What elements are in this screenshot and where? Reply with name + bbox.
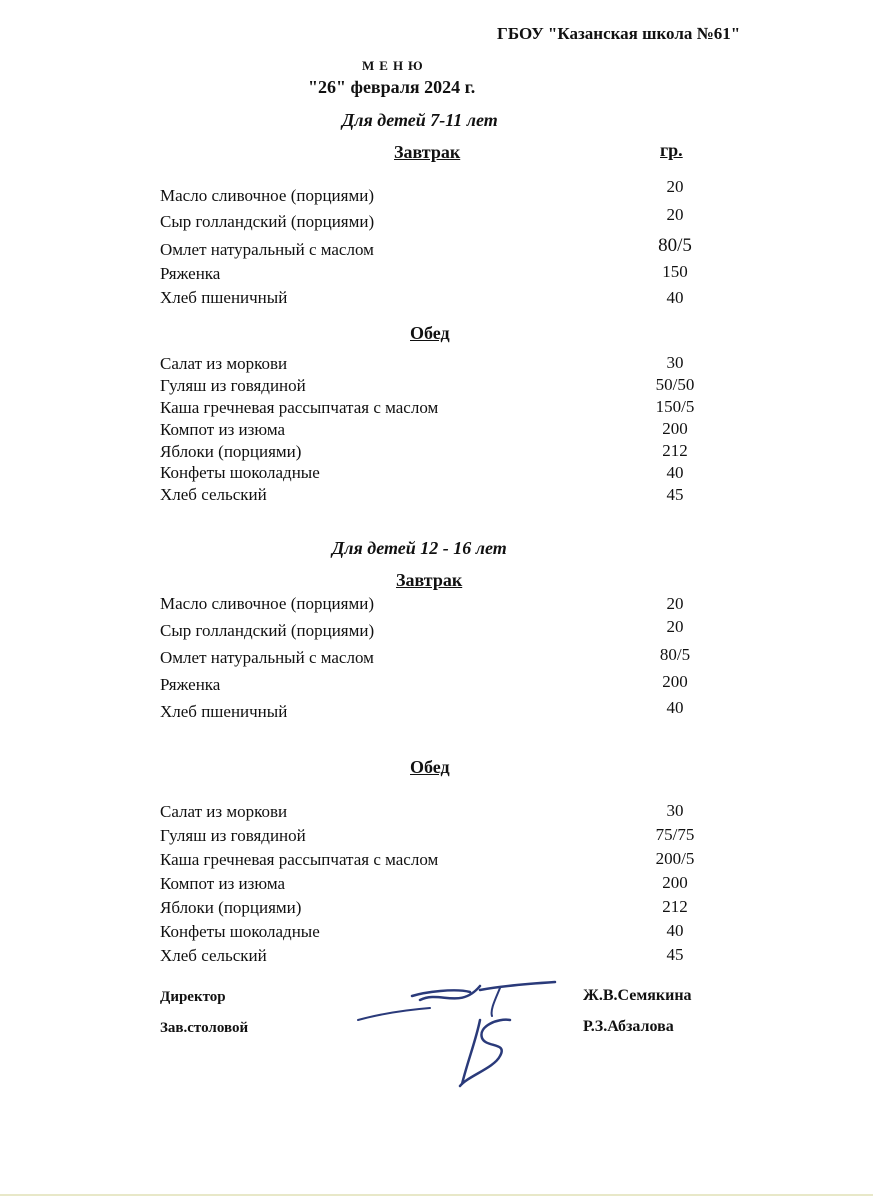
canteen-head-name: Р.З.Абзалова: [583, 1018, 674, 1035]
breakfast-1-grams-1: 20: [666, 177, 684, 196]
breakfast-2-item-4: Ряженка: [160, 675, 221, 694]
breakfast-1-grams-5: 40: [666, 288, 684, 307]
lunch-1-grams-6: 40: [666, 463, 684, 482]
director-role: Директор: [160, 989, 226, 1005]
lunch-2-grams-5: 212: [662, 897, 688, 916]
breakfast-title-2: Завтрак: [396, 570, 463, 590]
lunch-2-grams-2: 75/75: [655, 825, 695, 844]
lunch-2-grams-7: 45: [666, 945, 684, 964]
lunch-1-grams-1: 30: [666, 353, 684, 372]
menu-title: МЕНЮ: [362, 58, 428, 73]
breakfast-2-grams-3: 80/5: [659, 645, 691, 664]
lunch-2-grams-4: 200: [662, 873, 688, 892]
lunch-2-grams-1: 30: [666, 801, 684, 820]
lunch-2-grams-6: 40: [666, 921, 684, 940]
breakfast-1-item-2: Сыр голландский (порциями): [160, 212, 375, 231]
lunch-1-item-3: Каша гречневая рассыпчатая с маслом: [160, 398, 439, 417]
breakfast-1-item-4: Ряженка: [160, 264, 221, 283]
lunch-1-item-2: Гуляш из говядиной: [160, 376, 306, 395]
breakfast-1-grams-3: 80/5: [658, 235, 692, 256]
lunch-1-item-7: Хлеб сельский: [160, 485, 267, 504]
breakfast-1-item-5: Хлеб пшеничный: [160, 288, 288, 307]
lunch-2-item-7: Хлеб сельский: [160, 946, 267, 965]
group-title-2: Для детей 12 - 16 лет: [332, 538, 507, 558]
lunch-title-1: Обед: [410, 323, 450, 343]
lunch-1-item-5: Яблоки (порциями): [160, 442, 302, 461]
menu-date: "26" февраля 2024 г.: [308, 77, 476, 97]
lunch-2-item-3: Каша гречневая рассыпчатая с маслом: [160, 850, 439, 869]
breakfast-1-grams-2: 20: [666, 205, 684, 224]
breakfast-2-grams-5: 40: [666, 698, 684, 717]
lunch-2-item-1: Салат из моркови: [160, 802, 288, 821]
breakfast-2-grams-1: 20: [666, 594, 684, 613]
lunch-title-2: Обед: [410, 757, 450, 777]
scan-edge: [0, 1194, 873, 1196]
lunch-2-grams-3: 200/5: [655, 849, 695, 868]
lunch-2-item-6: Конфеты шоколадные: [160, 922, 320, 941]
lunch-1-item-6: Конфеты шоколадные: [160, 463, 320, 482]
breakfast-2-grams-4: 200: [662, 672, 688, 691]
lunch-2-item-5: Яблоки (порциями): [160, 898, 302, 917]
lunch-1-grams-4: 200: [662, 419, 688, 438]
school-name: ГБОУ "Казанская школа №61": [497, 24, 741, 43]
lunch-1-item-1: Салат из моркови: [160, 354, 288, 373]
handwritten-signature: [350, 980, 570, 1090]
lunch-2-item-4: Компот из изюма: [160, 874, 286, 893]
breakfast-title-1: Завтрак: [394, 142, 461, 162]
lunch-1-grams-7: 45: [666, 485, 684, 504]
breakfast-2-item-1: Масло сливочное (порциями): [160, 594, 374, 613]
grams-header: гр.: [660, 140, 683, 160]
breakfast-2-item-5: Хлеб пшеничный: [160, 702, 288, 721]
lunch-2-item-2: Гуляш из говядиной: [160, 826, 306, 845]
director-name: Ж.В.Семякина: [583, 987, 692, 1004]
breakfast-1-grams-4: 150: [662, 262, 688, 281]
lunch-1-grams-5: 212: [662, 441, 688, 460]
canteen-head-role: Зав.столовой: [160, 1020, 249, 1036]
breakfast-2-grams-2: 20: [666, 617, 684, 636]
breakfast-1-item-1: Масло сливочное (порциями): [160, 186, 374, 205]
group-title-1: Для детей 7-11 лет: [342, 110, 498, 130]
breakfast-2-item-2: Сыр голландский (порциями): [160, 621, 375, 640]
lunch-1-item-4: Компот из изюма: [160, 420, 286, 439]
breakfast-1-item-3: Омлет натуральный с маслом: [160, 240, 374, 259]
lunch-1-grams-2: 50/50: [655, 375, 695, 394]
breakfast-2-item-3: Омлет натуральный с маслом: [160, 648, 374, 667]
lunch-1-grams-3: 150/5: [655, 397, 695, 416]
